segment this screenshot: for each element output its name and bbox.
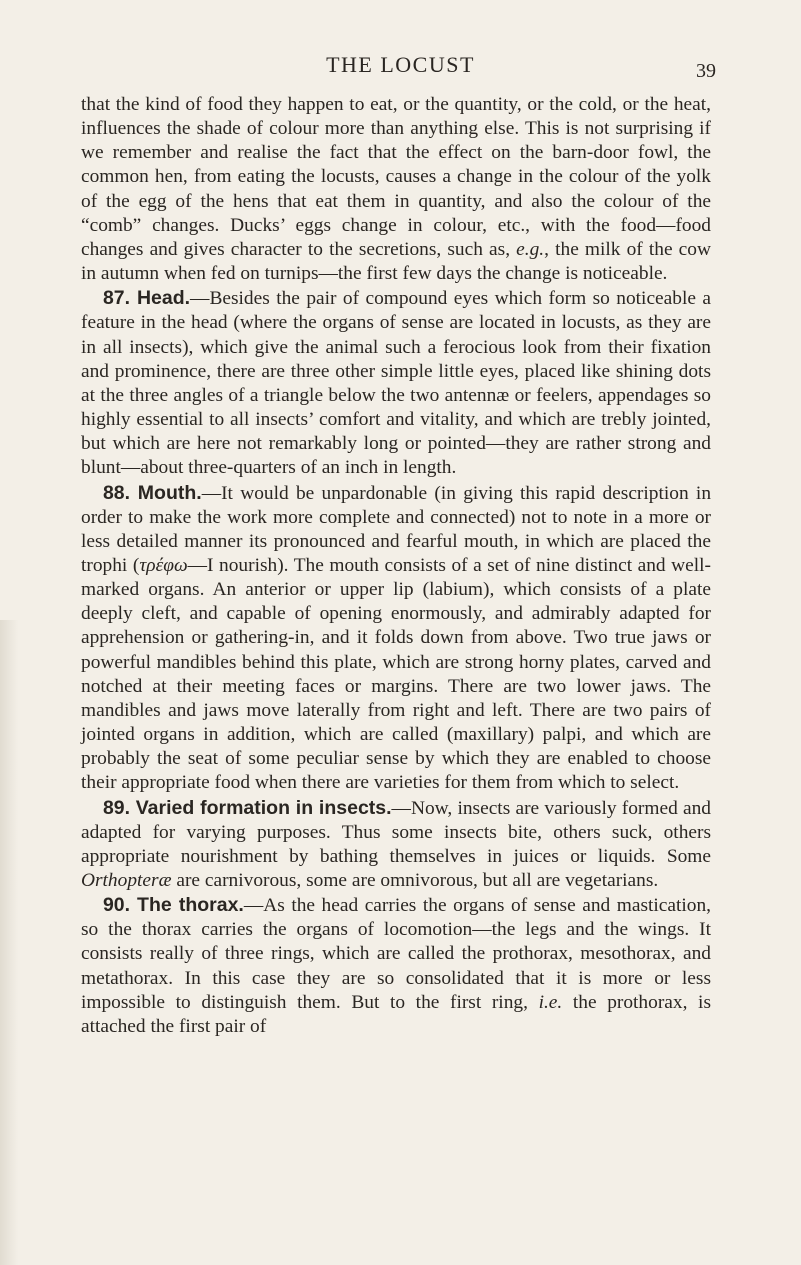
paragraph-continued — [81, 93, 711, 286]
text-column — [81, 93, 711, 1039]
paragraph-mouth — [81, 481, 711, 796]
running-head: THE LOCUST — [326, 52, 475, 77]
abbreviation-ie: i.e. — [538, 991, 563, 1013]
section-number: 87. — [103, 287, 137, 310]
section-number: 88. — [103, 481, 138, 504]
text-run: are carnivorous, some are omnivorous, but all are vegetarians. — [171, 870, 659, 891]
page-number: 39 — [696, 60, 716, 82]
section-number: 89. — [103, 796, 136, 819]
paragraph-head — [81, 286, 711, 480]
section-number: 90. — [103, 894, 138, 917]
text-run: —I nourish). The mouth consists of a set of nine distinct and well-marked organs. An anterior or upper lip (labium), which consists of a plate deeply cleft, and capable of opening enormously, and admirably adapted for apprehension or gathering-in, and it folds down from above. Two true jaws or powerful mandibles behind this plate, which are strong horny plates, carved and notched at their meeting faces or margins. There are two lower jaws. The mandibles and jaws move laterally from right and left. There are two pairs of jointed organs in addition, which are called (maxillary) palpi, and which are probably the seat of some peculiar sense by which they are enabled to choose their appropriate food when there are varieties for them from which to select. — [81, 554, 712, 794]
text-run: that the kind of food they happen to eat, or the quantity, or the cold, or the heat, influences the shade of colour more than anything else. This is not surprising if we remember and realise the fact that the effect on the barn-door fowl, the common hen, from eating the locusts, causes a change in the colour of the yolk of the egg of the hens that eat them in quantity, and also the colour of the “comb” changes. Ducks’ eggs change in colour, etc., with the food—food changes and gives character to the secretions, such as, — [81, 94, 711, 260]
taxon-name: Orthopteræ — [81, 870, 172, 891]
page-edge-shadow — [0, 620, 18, 1265]
section-heading-varied: Varied formation in insects. — [135, 796, 392, 819]
greek-word: τρέφω — [139, 554, 188, 576]
abbreviation-eg: e.g. — [516, 238, 545, 260]
text-run: the prothorax, is attached the first pair of — [81, 991, 711, 1037]
text-run: —It would be unpardonable (in giving this rapid description in order to make the work more complete and connected) not to note in a more or less detailed manner its pronounced and fearful mouth, in which are placed the trophi ( — [81, 482, 712, 576]
text-run: , the milk of the cow in autumn when fed on turnips—the first few days the change is noticeable. — [81, 238, 711, 285]
section-heading-thorax: The thorax. — [137, 894, 244, 917]
text-run: —Now, insects are variously formed and adapted for varying purposes. Thus some insects bite, others suck, others appropriate nourishment by bathing themselves in juices or liquids. Some — [81, 797, 711, 867]
text-run: —Besides the pair of compound eyes which form so noticeable a feature in the head (where the organs of sense are located in locusts, as they are in all insects), which give the animal such a ferocious look from their fixation and prominence, there are three other simple little eyes, placed like shining dots at the three angles of a triangle below the two antennæ or feelers, appendages so highly essential to all insects’ comfort and vitality, and which are trebly jointed, but which are here not remarkably long or pointed—they are rather strong and blunt—about three-quarters of an inch in length. — [81, 288, 711, 479]
paragraph-thorax — [81, 893, 711, 1039]
section-heading-mouth: Mouth. — [137, 481, 202, 504]
paragraph-varied — [81, 796, 711, 894]
section-heading-head: Head. — [136, 287, 191, 310]
text-run: —As the head carries the organs of sense and mastication, so the thorax carries the organs of locomotion—the legs and the wings. It consists really of three rings, which are called the prothorax, mesothorax, and metathorax. In this case they are so consolidated that it is more or less impossible to distinguish them. But to the first ring, — [81, 895, 712, 1013]
